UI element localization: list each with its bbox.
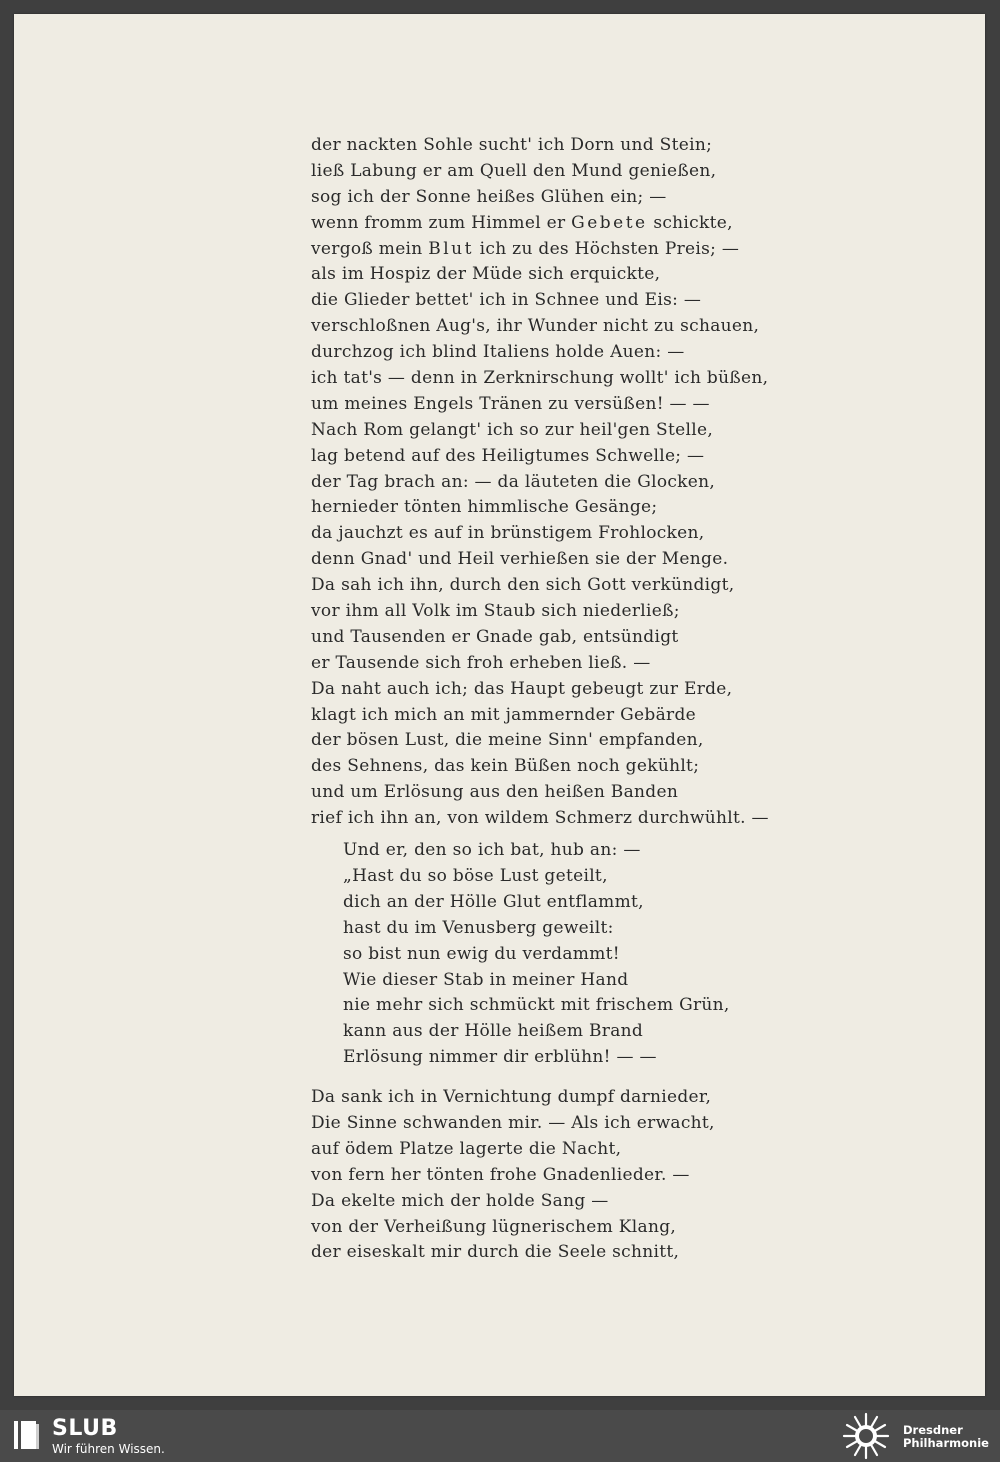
sunburst-logo-icon[interactable] xyxy=(840,1412,892,1460)
poem-line: auf ödem Platze lagerte die Nacht, xyxy=(311,1138,622,1159)
poem-line: kann aus der Hölle heißem Brand xyxy=(343,1021,644,1042)
poem-stanza-1 xyxy=(311,133,831,832)
poem-line: der Tag brach an: — da läuteten die Glocken, xyxy=(311,471,716,492)
poem-stanza-2 xyxy=(311,838,831,1071)
library-tagline: Wir führen Wissen. xyxy=(52,1442,165,1456)
partner-name-line1: Dresdner xyxy=(903,1423,963,1437)
emphasis-word: Gebete xyxy=(571,212,648,233)
poem-line: Da ekelte mich der holde Sang — xyxy=(311,1190,609,1211)
poem-line: Erlösung nimmer dir erblühn! — — xyxy=(343,1047,657,1068)
poem-line: des Sehnens, das kein Büßen noch gekühlt; xyxy=(311,756,700,777)
poem-line: die Glieder bettet' ich in Schnee und Eis: — xyxy=(311,290,702,311)
poem-line: hast du im Venusberg geweilt: xyxy=(343,917,614,938)
poem-line: wenn fromm zum Himmel er Gebete schickte, xyxy=(311,212,733,233)
poem-line: und um Erlösung aus den heißen Banden xyxy=(311,782,679,803)
poem-line: durchzog ich blind Italiens holde Auen: — xyxy=(311,342,685,363)
poem-line: klagt ich mich an mit jammernder Gebärde xyxy=(311,704,696,725)
poem-line: rief ich ihn an, von wildem Schmerz durchwühlt. — xyxy=(311,808,769,829)
poem-line: ich tat's — denn in Zerknirschung wollt' ich büßen, xyxy=(311,368,769,389)
poem-line: als im Hospiz der Müde sich erquickte, xyxy=(311,264,661,285)
poem-line: Da naht auch ich; das Haupt gebeugt zur Erde, xyxy=(311,678,733,699)
emphasis-word: Blut xyxy=(428,238,474,259)
poem-line: ließ Labung er am Quell den Mund genießen, xyxy=(311,160,717,181)
poem-line: Die Sinne schwanden mir. — Als ich erwacht, xyxy=(311,1112,715,1133)
poem-line: Und er, den so ich bat, hub an: — xyxy=(343,840,641,861)
poem-line: dich an der Hölle Glut entflammt, xyxy=(343,891,644,912)
poem-line: Da sah ich ihn, durch den sich Gott verkündigt, xyxy=(311,575,735,596)
poem-line: um meines Engels Tränen zu versüßen! — — xyxy=(311,393,710,414)
poem-line: der nackten Sohle sucht' ich Dorn und Stein; xyxy=(311,135,713,155)
poem-line: verschloßnen Aug's, ihr Wunder nicht zu schauen, xyxy=(311,316,760,337)
partner-name-line2: Philharmonie xyxy=(903,1436,989,1450)
stanza-spacer xyxy=(311,1071,831,1085)
poem-line: er Tausende sich froh erheben ließ. — xyxy=(311,652,651,673)
poem-line: vor ihm all Volk im Staub sich niederließ; xyxy=(311,601,680,622)
poem-line: und Tausenden er Gnade gab, entsündigt xyxy=(311,626,679,647)
poem-line: der eiseskalt mir durch die Seele schnitt, xyxy=(311,1242,680,1263)
partner-name[interactable] xyxy=(903,1424,989,1450)
footer-bar xyxy=(0,1410,1000,1462)
poem-line: da jauchzt es auf in brünstigem Frohlocken, xyxy=(311,523,705,544)
poem-line: der bösen Lust, die meine Sinn' empfanden, xyxy=(311,730,704,751)
poem-line: denn Gnad' und Heil verhießen sie der Menge. xyxy=(311,549,729,570)
poem-line: nie mehr sich schmückt mit frischem Grün, xyxy=(343,995,730,1016)
poem-line: „Hast du so böse Lust geteilt, xyxy=(343,865,608,886)
poem-line: Nach Rom gelangt' ich so zur heil'gen Stelle, xyxy=(311,419,714,440)
poem-line: sog ich der Sonne heißes Glühen ein; — xyxy=(311,186,667,207)
poem-line: hernieder tönten himmlische Gesänge; xyxy=(311,497,658,518)
poem-line: von fern her tönten frohe Gnadenlieder. — xyxy=(311,1164,690,1185)
poem-line: Wie dieser Stab in meiner Hand xyxy=(343,969,629,990)
poem-line: von der Verheißung lügnerischem Klang, xyxy=(311,1216,677,1237)
book-icon[interactable] xyxy=(12,1418,40,1452)
poem-line: Da sank ich in Vernichtung dumpf darnieder, xyxy=(311,1087,712,1108)
poem-line: so bist nun ewig du verdammt! xyxy=(343,943,620,964)
poem-stanza-3 xyxy=(311,1085,831,1266)
library-name[interactable]: SLUB xyxy=(52,1416,118,1441)
poem-line: vergoß mein Blut ich zu des Höchsten Preis; — xyxy=(311,238,740,259)
poem-text xyxy=(311,133,831,1266)
poem-line: lag betend auf des Heiligtumes Schwelle; — xyxy=(311,445,705,466)
